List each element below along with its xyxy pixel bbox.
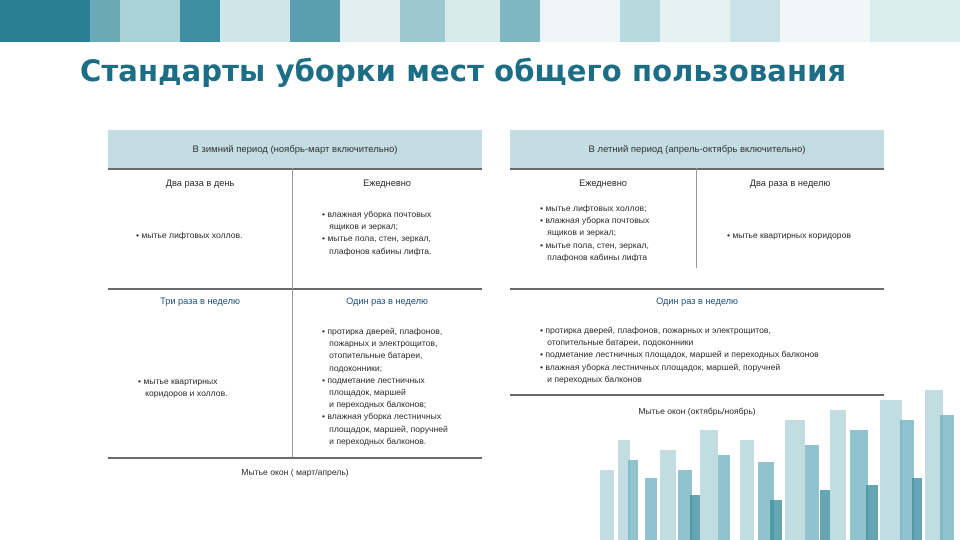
winter-footer: Мытье окон ( март/апрель) — [241, 467, 349, 477]
summer-header: В летний период (апрель-октябрь включительно) — [510, 130, 884, 168]
divider — [108, 288, 482, 290]
winter-col1-text: • мытье лифтовых холлов. — [136, 230, 243, 240]
summer-col2-heading: Два раза в неделю — [749, 178, 831, 188]
summer-col1-text: • мытье лифтовых холлов; • влажная уборка почтовых ящиков и зеркал; • мытье пола, стен, зеркал, плафонов кабины лифта — [540, 203, 650, 262]
divider — [108, 168, 482, 170]
winter-col2-text: • влажная уборка почтовых ящиков и зеркал; • мытье пола, стен, зеркал, плафонов кабины лифта. — [322, 209, 432, 256]
divider — [292, 288, 293, 457]
winter-col2-text2: • протирка дверей, плафонов, пожарных и электрощитов, отопительные батареи, подоконники; • подметание лестничных площадок, маршей и переходных балконов; • влажная уборка лестничных площадок, маршей, поручней и переходных балконов. — [322, 326, 448, 446]
divider — [510, 394, 884, 396]
summer-footer: Мытье окон (октябрь/ноябрь) — [638, 406, 756, 416]
divider — [510, 168, 884, 170]
divider — [108, 457, 482, 459]
summer-heading2: Один раз в неделю — [656, 296, 738, 306]
winter-col1-heading: Два раза в день — [165, 178, 235, 188]
winter-col1-heading2: Три раза в неделю — [160, 296, 240, 306]
summer-col1-heading: Ежедневно — [579, 178, 627, 188]
winter-col2-heading2: Один раз в неделю — [346, 296, 428, 306]
top-stripes-decoration — [0, 0, 960, 42]
summer-text2: • протирка дверей, плафонов, пожарных и электрощитов, отопительные батареи, подоконники • подметание лестничных площадок, маршей и переходных балконов • влажная уборка лестничных площадок, маршей, поручней и переходных балконов — [540, 325, 819, 384]
divider — [510, 288, 884, 290]
page-title: Стандарты уборки мест общего пользования — [80, 54, 847, 88]
winter-col1-text2: • мытье квартирных коридоров и холлов. — [138, 376, 228, 399]
summer-col2-text: • мытье квартирных коридоров — [727, 230, 851, 240]
winter-col2-heading: Ежедневно — [363, 178, 411, 188]
winter-header: В зимний период (ноябрь-март включительно) — [108, 130, 482, 168]
